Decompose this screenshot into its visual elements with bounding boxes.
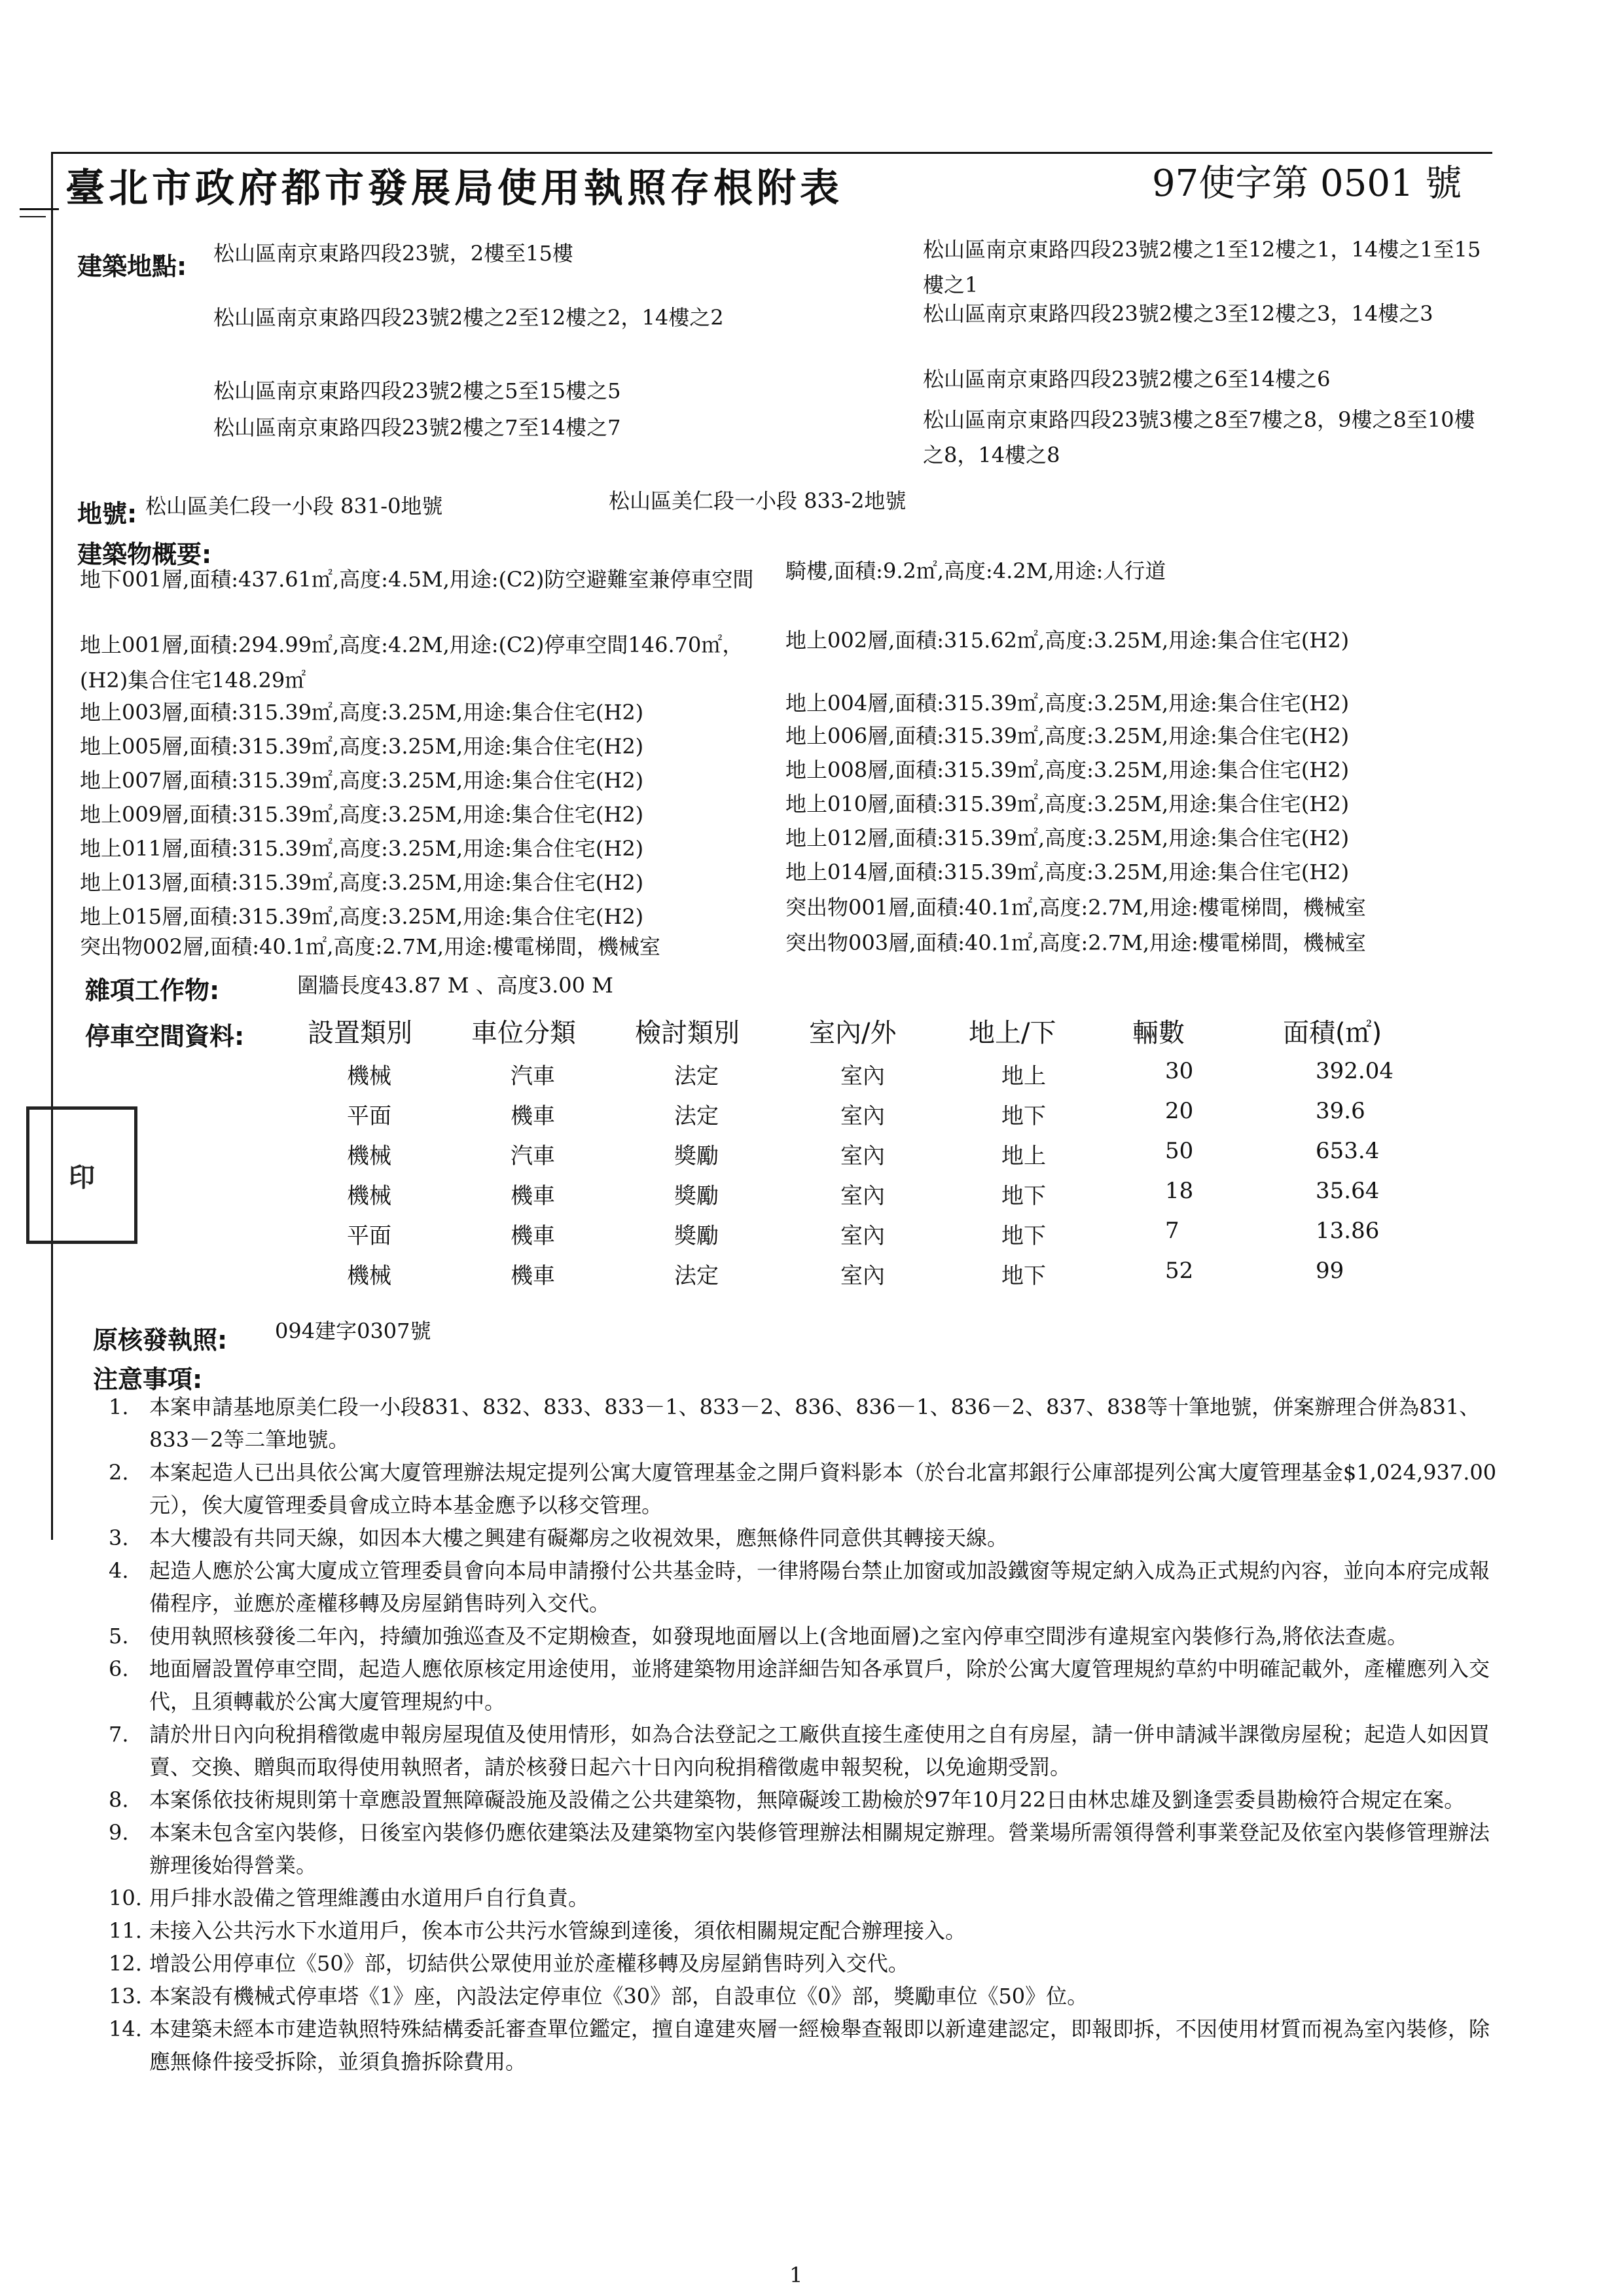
list-item bbox=[109, 1914, 1503, 1947]
building-left-9: 突出物002層,面積:40.1㎡,高度:2.7M,用途:樓電梯間，機械室 bbox=[80, 934, 660, 959]
parking-type: 機械 bbox=[347, 1183, 391, 1209]
left-tick bbox=[20, 216, 46, 217]
note-text: 本案設有機械式停車塔《1》座，內設法定停車位《30》部，自設車位《0》部，獎勵車位《50》位。 bbox=[149, 1984, 1088, 2009]
parking-review: 法定 bbox=[674, 1263, 719, 1289]
building-left-1: 地上001層,面積:294.99㎡,高度:4.2M,用途:(C2)停車空間146.70㎡，(H2)集合住宅148.29㎡ bbox=[80, 632, 744, 693]
parking-header-type: 設置類別 bbox=[308, 1018, 412, 1048]
list-item bbox=[109, 1816, 1503, 1882]
list-item bbox=[109, 1456, 1503, 1522]
note-text: 起造人應於公寓大廈成立管理委員會向本局申請撥付公共基金時，一律將陽台禁止加窗或加設鐵窗等規定納入成為正式規約內容，並向本府完成報備程序，並應於產權移轉及房屋銷售時列入交代。 bbox=[149, 1558, 1490, 1616]
top-border bbox=[51, 152, 1492, 154]
list-item bbox=[109, 1554, 1503, 1620]
parking-count: 52 bbox=[1165, 1258, 1194, 1284]
site-address-right-4: 松山區南京東路四段23號3樓之8至7樓之8，9樓之8至10樓之8，14樓之8 bbox=[923, 407, 1475, 467]
building-left-4: 地上007層,面積:315.39㎡,高度:3.25M,用途:集合住宅(H2) bbox=[80, 768, 644, 793]
parking-level: 地下 bbox=[1001, 1263, 1046, 1289]
note-number: 14. bbox=[109, 2016, 142, 2041]
note-text: 本建築未經本市建造執照特殊結構委託審查單位鑑定，擅自違建夾層一經檢舉查報即以新違建認定，即報即拆，不因使用材質而視為室內裝修，除應無條件接受拆除，並須負擔拆除費用。 bbox=[149, 2016, 1490, 2074]
lot-label: 地號: bbox=[77, 500, 137, 528]
parking-header-count: 輛數 bbox=[1132, 1018, 1185, 1048]
original-permit-value: 094建字0307號 bbox=[275, 1319, 431, 1343]
note-number: 9. bbox=[109, 1820, 129, 1845]
list-item bbox=[109, 1947, 1503, 1980]
building-right-2: 地上004層,面積:315.39㎡,高度:3.25M,用途:集合住宅(H2) bbox=[785, 691, 1350, 716]
parking-type: 機械 bbox=[347, 1063, 391, 1089]
building-right-9: 突出物003層,面積:40.1㎡,高度:2.7M,用途:樓電梯間，機械室 bbox=[785, 930, 1366, 955]
note-text: 請於卅日內向稅捐稽徵處申報房屋現值及使用情形，如為合法登記之工廠供直接生產使用之自有房屋，請一併申請減半課徵房屋稅；起造人如因買賣、交換、贈與而取得使用執照者，請於核發日起六十日內向稅捐稽徵處申報契稅，以免逾期受罰。 bbox=[149, 1722, 1490, 1779]
document-title: 臺北市政府都市發展局使用執照存根附表 bbox=[65, 166, 843, 211]
note-number: 4. bbox=[109, 1558, 129, 1583]
parking-area: 653.4 bbox=[1316, 1138, 1380, 1164]
note-text: 使用執照核發後二年內，持續加強巡查及不定期檢查，如發現地面層以上(含地面層)之室內停車空間涉有違規室內裝修行為,將依法查處。 bbox=[149, 1624, 1409, 1649]
site-address-right-1: 松山區南京東路四段23號2樓之1至12樓之1，14樓之1至15樓之1 bbox=[923, 237, 1481, 297]
official-seal-icon: 印 bbox=[26, 1106, 137, 1244]
parking-count: 7 bbox=[1165, 1218, 1179, 1244]
parking-class: 機車 bbox=[511, 1103, 555, 1129]
building-right-7: 地上014層,面積:315.39㎡,高度:3.25M,用途:集合住宅(H2) bbox=[785, 860, 1350, 884]
parking-class: 機車 bbox=[511, 1263, 555, 1289]
parking-count: 30 bbox=[1165, 1058, 1194, 1084]
building-right-5: 地上010層,面積:315.39㎡,高度:3.25M,用途:集合住宅(H2) bbox=[785, 792, 1350, 816]
note-number: 12. bbox=[109, 1951, 142, 1976]
parking-level: 地下 bbox=[1001, 1223, 1046, 1249]
parking-type: 機械 bbox=[347, 1263, 391, 1289]
parking-header-level: 地上/下 bbox=[969, 1018, 1056, 1048]
building-right-0: 騎樓,面積:9.2㎡,高度:4.2M,用途:人行道 bbox=[785, 558, 1166, 583]
building-label: 建築物概要: bbox=[77, 540, 212, 569]
notes-list bbox=[109, 1391, 1503, 2078]
list-item bbox=[109, 2013, 1503, 2078]
building-right-4: 地上008層,面積:315.39㎡,高度:3.25M,用途:集合住宅(H2) bbox=[785, 757, 1350, 782]
parking-type: 平面 bbox=[347, 1103, 391, 1129]
building-right-3: 地上006層,面積:315.39㎡,高度:3.25M,用途:集合住宅(H2) bbox=[785, 723, 1350, 748]
original-permit-label: 原核發執照: bbox=[93, 1326, 228, 1355]
note-number: 3. bbox=[109, 1525, 129, 1550]
site-address-left-2: 松山區南京東路四段23號2樓之2至12樓之2，14樓之2 bbox=[213, 305, 724, 330]
site-address-right-2: 松山區南京東路四段23號2樓之3至12樓之3，14樓之3 bbox=[923, 301, 1433, 326]
parking-review: 獎勵 bbox=[674, 1183, 719, 1209]
parking-level: 地上 bbox=[1001, 1063, 1046, 1089]
list-item bbox=[109, 1783, 1503, 1816]
building-left-7: 地上013層,面積:315.39㎡,高度:3.25M,用途:集合住宅(H2) bbox=[80, 870, 644, 895]
permit-number: 97使字第 0501 號 bbox=[1152, 162, 1462, 205]
parking-header-indoor: 室內/外 bbox=[809, 1018, 897, 1048]
parking-level: 地下 bbox=[1001, 1183, 1046, 1209]
building-right-1: 地上002層,面積:315.62㎡,高度:3.25M,用途:集合住宅(H2) bbox=[785, 628, 1350, 653]
parking-label: 停車空間資料: bbox=[85, 1022, 245, 1051]
building-left-5: 地上009層,面積:315.39㎡,高度:3.25M,用途:集合住宅(H2) bbox=[80, 802, 644, 827]
note-number: 5. bbox=[109, 1624, 129, 1649]
misc-value: 圍牆長度43.87 M 、高度3.00 M bbox=[297, 973, 613, 998]
parking-indoor: 室內 bbox=[840, 1223, 885, 1249]
parking-class: 汽車 bbox=[511, 1143, 555, 1169]
parking-review: 法定 bbox=[674, 1103, 719, 1129]
parking-review: 獎勵 bbox=[674, 1223, 719, 1249]
note-number: 13. bbox=[109, 1984, 142, 2009]
note-number: 2. bbox=[109, 1460, 129, 1485]
parking-indoor: 室內 bbox=[840, 1103, 885, 1129]
note-number: 7. bbox=[109, 1722, 129, 1747]
parking-area: 39.6 bbox=[1316, 1098, 1365, 1124]
list-item bbox=[109, 1718, 1503, 1783]
parking-count: 20 bbox=[1165, 1098, 1194, 1124]
parking-class: 機車 bbox=[511, 1223, 555, 1249]
parking-indoor: 室內 bbox=[840, 1063, 885, 1089]
building-right-8: 突出物001層,面積:40.1㎡,高度:2.7M,用途:樓電梯間，機械室 bbox=[785, 895, 1366, 920]
parking-area: 392.04 bbox=[1316, 1058, 1393, 1084]
note-text: 用戶排水設備之管理維護由水道用戶自行負責。 bbox=[149, 1886, 590, 1910]
left-tick bbox=[20, 208, 59, 210]
building-left-8: 地上015層,面積:315.39㎡,高度:3.25M,用途:集合住宅(H2) bbox=[80, 904, 644, 929]
building-right-6: 地上012層,面積:315.39㎡,高度:3.25M,用途:集合住宅(H2) bbox=[785, 826, 1350, 850]
parking-header-class: 車位分類 bbox=[471, 1018, 576, 1048]
parking-type: 平面 bbox=[347, 1223, 391, 1249]
parking-count: 50 bbox=[1165, 1138, 1194, 1164]
misc-label: 雜項工作物: bbox=[85, 976, 220, 1005]
left-border bbox=[51, 152, 53, 1540]
lot-number-1: 松山區美仁段一小段 831-0地號 bbox=[145, 494, 443, 519]
note-text: 本大樓設有共同天線，如因本大樓之興建有礙鄰房之收視效果，應無條件同意供其轉接天線。 bbox=[149, 1525, 1009, 1550]
list-item bbox=[109, 1522, 1503, 1554]
building-left-6: 地上011層,面積:315.39㎡,高度:3.25M,用途:集合住宅(H2) bbox=[80, 836, 644, 861]
site-address-left-4: 松山區南京東路四段23號2樓之7至14樓之7 bbox=[213, 415, 621, 440]
site-address-left-1: 松山區南京東路四段23號，2樓至15樓 bbox=[213, 241, 573, 266]
lot-number-2: 松山區美仁段一小段 833-2地號 bbox=[609, 488, 907, 513]
list-item bbox=[109, 1620, 1503, 1652]
list-item bbox=[109, 1882, 1503, 1914]
page-number: 1 bbox=[789, 2263, 803, 2287]
list-item bbox=[109, 1391, 1503, 1456]
parking-class: 機車 bbox=[511, 1183, 555, 1209]
parking-level: 地上 bbox=[1001, 1143, 1046, 1169]
list-item bbox=[109, 1980, 1503, 2013]
site-address-right-3: 松山區南京東路四段23號2樓之6至14樓之6 bbox=[923, 367, 1331, 392]
parking-header-area: 面積(㎡) bbox=[1283, 1018, 1382, 1048]
parking-count: 18 bbox=[1165, 1178, 1194, 1204]
parking-review: 獎勵 bbox=[674, 1143, 719, 1169]
parking-header-review: 檢討類別 bbox=[635, 1018, 740, 1048]
note-text: 地面層設置停車空間，起造人應依原核定用途使用，並將建築物用途詳細告知各承買戶，除於公寓大廈管理規約草約中明確記載外，產權應列入交代，且須轉載於公寓大廈管理規約中。 bbox=[149, 1656, 1490, 1714]
building-left-2: 地上003層,面積:315.39㎡,高度:3.25M,用途:集合住宅(H2) bbox=[80, 700, 644, 725]
parking-area: 13.86 bbox=[1316, 1218, 1380, 1244]
note-number: 8. bbox=[109, 1787, 129, 1812]
site-address-left-3: 松山區南京東路四段23號2樓之5至15樓之5 bbox=[213, 378, 621, 403]
site-label: 建築地點: bbox=[77, 252, 187, 281]
parking-indoor: 室內 bbox=[840, 1263, 885, 1289]
note-text: 本案申請基地原美仁段一小段831、832、833、833－1、833－2、836、836－1、836－2、837、838等十筆地號，併案辦理合併為831、833－2等二筆地號。 bbox=[149, 1394, 1481, 1452]
note-number: 10. bbox=[109, 1886, 142, 1910]
list-item bbox=[109, 1652, 1503, 1718]
parking-area: 99 bbox=[1316, 1258, 1344, 1284]
note-text: 本案未包含室內裝修，日後室內裝修仍應依建築法及建築物室內裝修管理辦法相關規定辦理。營業場所需領得營利事業登記及依室內裝修管理辦法辦理後始得營業。 bbox=[149, 1820, 1490, 1878]
note-text: 本案起造人已出具依公寓大廈管理辦法規定提列公寓大廈管理基金之開戶資料影本（於台北富邦銀行公庫部提列公寓大廈管理基金$1,024,937.00元），俟大廈管理委員會成立時本基金應予以移交管理。 bbox=[149, 1460, 1497, 1518]
building-left-3: 地上005層,面積:315.39㎡,高度:3.25M,用途:集合住宅(H2) bbox=[80, 734, 644, 759]
parking-indoor: 室內 bbox=[840, 1143, 885, 1169]
note-number: 1. bbox=[109, 1394, 129, 1419]
parking-indoor: 室內 bbox=[840, 1183, 885, 1209]
parking-review: 法定 bbox=[674, 1063, 719, 1089]
parking-level: 地下 bbox=[1001, 1103, 1046, 1129]
note-text: 增設公用停車位《50》部，切結供公眾使用並於產權移轉及房屋銷售時列入交代。 bbox=[149, 1951, 909, 1976]
note-text: 本案係依技術規則第十章應設置無障礙設施及設備之公共建築物，無障礙竣工勘檢於97年10月22日由林忠雄及劉逢雲委員勘檢符合規定在案。 bbox=[149, 1787, 1465, 1812]
note-number: 11. bbox=[109, 1918, 142, 1943]
building-left-0: 地下001層,面積:437.61㎡,高度:4.5M,用途:(C2)防空避難室兼停車空間 bbox=[80, 567, 754, 592]
notes-label: 注意事項: bbox=[93, 1365, 203, 1394]
parking-class: 汽車 bbox=[511, 1063, 555, 1089]
parking-type: 機械 bbox=[347, 1143, 391, 1169]
note-number: 6. bbox=[109, 1656, 129, 1681]
parking-area: 35.64 bbox=[1316, 1178, 1380, 1204]
note-text: 未接入公共污水下水道用戶，俟本市公共污水管線到達後，須依相關規定配合辦理接入。 bbox=[149, 1918, 967, 1943]
